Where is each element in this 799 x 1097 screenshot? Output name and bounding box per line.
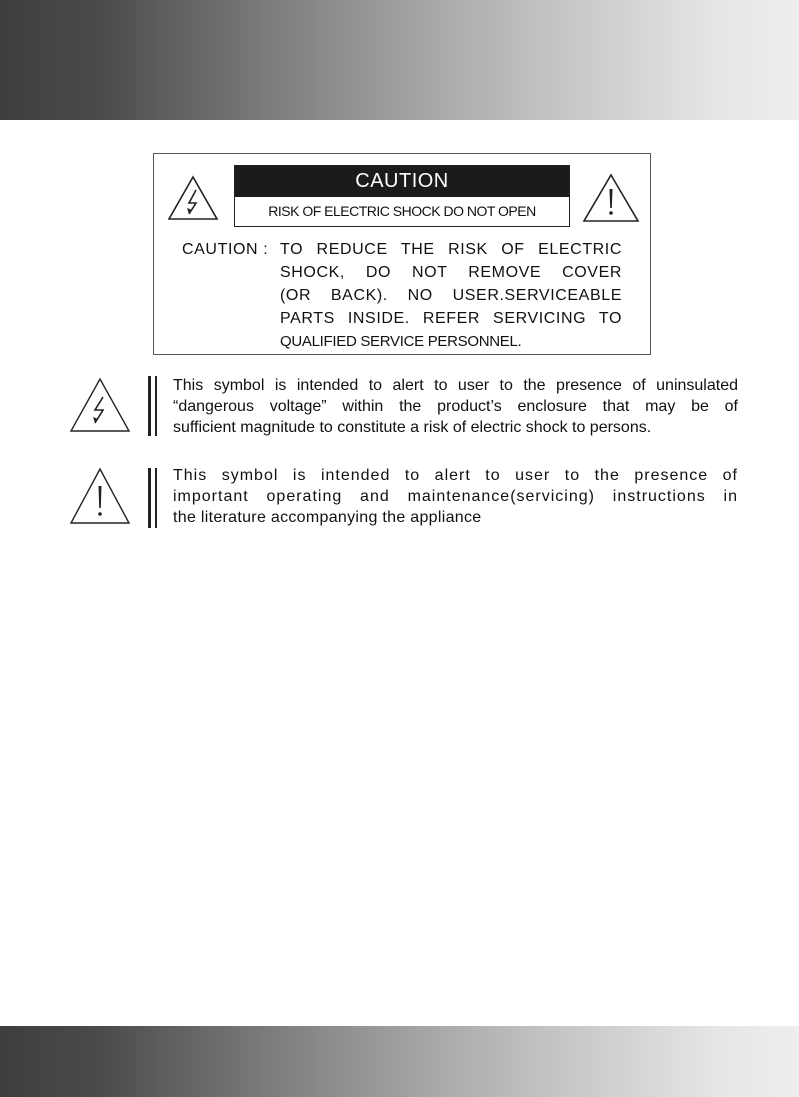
symbol-explanation-instructions (68, 464, 738, 534)
exclamation-triangle-icon (68, 466, 132, 531)
description-line: This symbol is intended to alert to user to the presence of uninsulated (173, 377, 738, 394)
footer-gradient-band (0, 1026, 799, 1097)
lightning-triangle-icon (166, 174, 220, 222)
description-line: sufficient magnitude to constitute a risk of electric shock to persons. (173, 419, 652, 436)
symbol-description (173, 375, 738, 438)
caution-line: QUALIFIED SERVICE PERSONNEL. (280, 333, 522, 350)
caution-subtitle: RISK OF ELECTRIC SHOCK DO NOT OPEN (268, 203, 536, 219)
caution-label-box (153, 153, 651, 355)
header-gradient-band (0, 0, 799, 120)
caution-line: (OR BACK). NO USER.SERVICEABLE (280, 287, 622, 304)
exclamation-triangle-icon (580, 172, 642, 224)
caution-line: PARTS INSIDE. REFER SERVICING TO (280, 310, 622, 327)
caution-text (182, 238, 622, 353)
divider-bars (148, 376, 158, 436)
description-line: the literature accompanying the appliance (173, 509, 482, 526)
description-line: “dangerous voltage” within the product’s enclosure that may be of (173, 398, 738, 415)
symbol-explanation-voltage (68, 374, 738, 444)
description-line: This symbol is intended to alert to user to the presence of (173, 467, 738, 484)
caution-text-label: CAUTION : (182, 241, 269, 258)
caution-title: CAUTION (235, 166, 569, 197)
divider-bars (148, 468, 158, 528)
symbol-description (173, 465, 738, 528)
lightning-triangle-icon (68, 376, 132, 439)
caution-header (234, 165, 570, 227)
description-line: important operating and maintenance(servicing) instructions in (173, 488, 738, 505)
caution-line: TO REDUCE THE RISK OF ELECTRIC (280, 241, 622, 258)
caution-line: SHOCK, DO NOT REMOVE COVER (280, 264, 622, 281)
